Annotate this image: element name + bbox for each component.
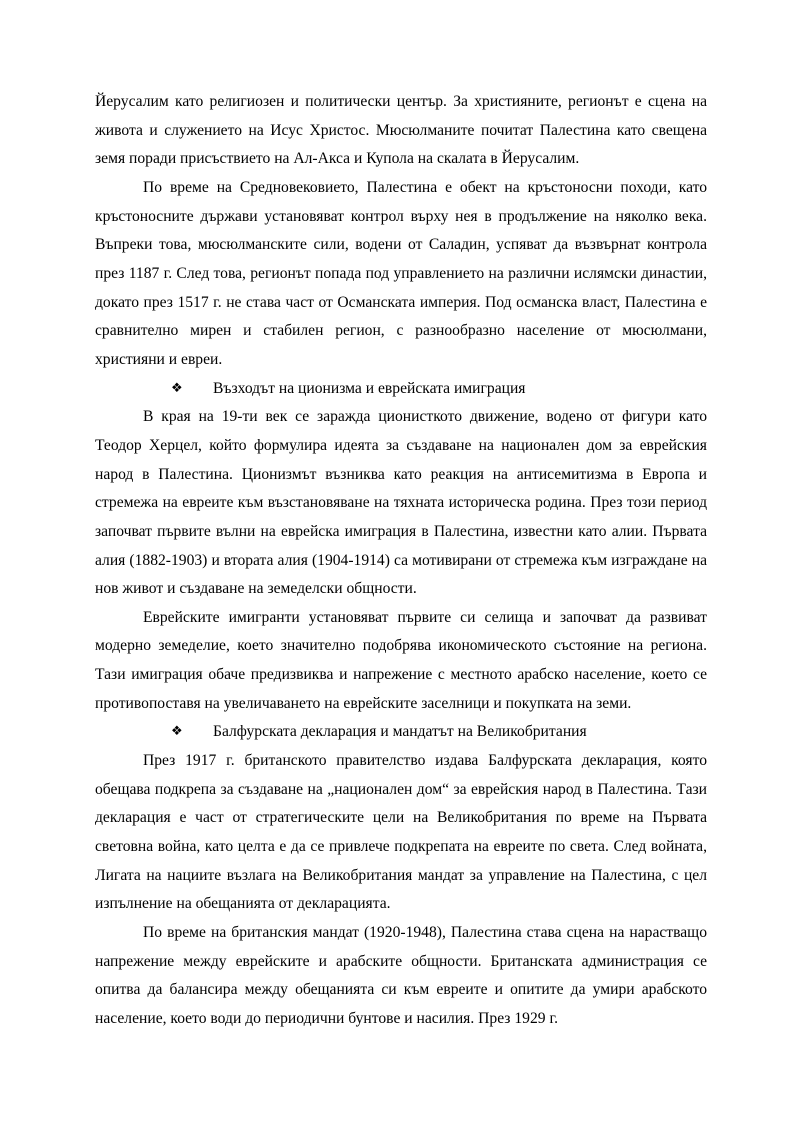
diamond-bullet-icon: ❖	[171, 724, 183, 740]
document-body	[95, 88, 707, 1034]
paragraph-immigrants: Еврейските имигранти установяват първите си селища и започват да развиват модерно земеделие, което значително подобрява икономическото състояние на региона. Тази имиграция обаче предизвиква и напрежение с местното арабско население, което се противопоставя на увеличаването на еврейските заселници и покупката на земи.	[95, 608, 707, 712]
paragraph-zionism: В края на 19-ти век се заражда ционисткото движение, водено от фигури като Теодор Херцел, който формулира идеята за създаване на национален дом за еврейския народ в Палестина. Ционизмът възниква като реакция на антисемитизма в Европа и стремежа на евреите към възстановяване на тяхната историческа родина. През този период започват първите вълни на еврейска имиграция в Палестина, известни като алии. Първата алия (1882-1903) и втората алия (1904-1914) са мотивирани от стремежа към изграждане на нов живот и създаване на земеделски общности.	[95, 408, 707, 598]
diamond-bullet-icon: ❖	[171, 380, 183, 396]
section-heading-text: Възходът на ционизма и еврейската имиграция	[213, 379, 526, 397]
section-heading-text: Балфурската декларация и мандатът на Великобритания	[213, 723, 587, 741]
paragraph-balfour: През 1917 г. британското правителство издава Балфурската декларация, която обещава подкрепа за създаване на „национален дом“ за еврейския народ в Палестина. Тази декларация е част от стратегическите цели на Великобритания по време на Първата световна война, като целта е да се привлече подкрепата на евреите по света. След войната, Лигата на нациите възлага на Великобритания мандат за управление на Палестина, с цел изпълнение на обещанията от декларацията.	[95, 752, 707, 913]
section-heading-balfour	[95, 718, 707, 747]
paragraph-middle-ages: По време на Средновековието, Палестина е обект на кръстоносни походи, като кръстоносните държави установяват контрол върху нея в продължение на няколко века. Въпреки това, мюсюлманските сили, водени от Саладин, успяват да възвърнат контрола през 1187 г. След това, регионът попада под управлението на различни ислямски династии, докато през 1517 г. не става част от Османската империя. Под османска власт, Палестина е сравнително мирен и стабилен регион, с разнообразно население от мюсюлмани, християни и евреи.	[95, 178, 707, 368]
paragraph-mandate: По време на британския мандат (1920-1948), Палестина става сцена на нарастващо напрежение между еврейските и арабските общности. Британската администрация се опитва да балансира между обещанията си към евреите и опитите да умири арабското население, което води до периодични бунтове и насилия. През 1929 г.	[95, 924, 707, 1027]
paragraph-continuation: Йерусалим като религиозен и политически център. За християните, регионът е сцена на живота и служението на Исус Христос. Мюсюлманите почитат Палестина като свещена земя поради присъствието на Ал-Акса и Купола на скалата в Йерусалим.	[95, 93, 707, 168]
section-heading-zionism	[95, 375, 707, 404]
